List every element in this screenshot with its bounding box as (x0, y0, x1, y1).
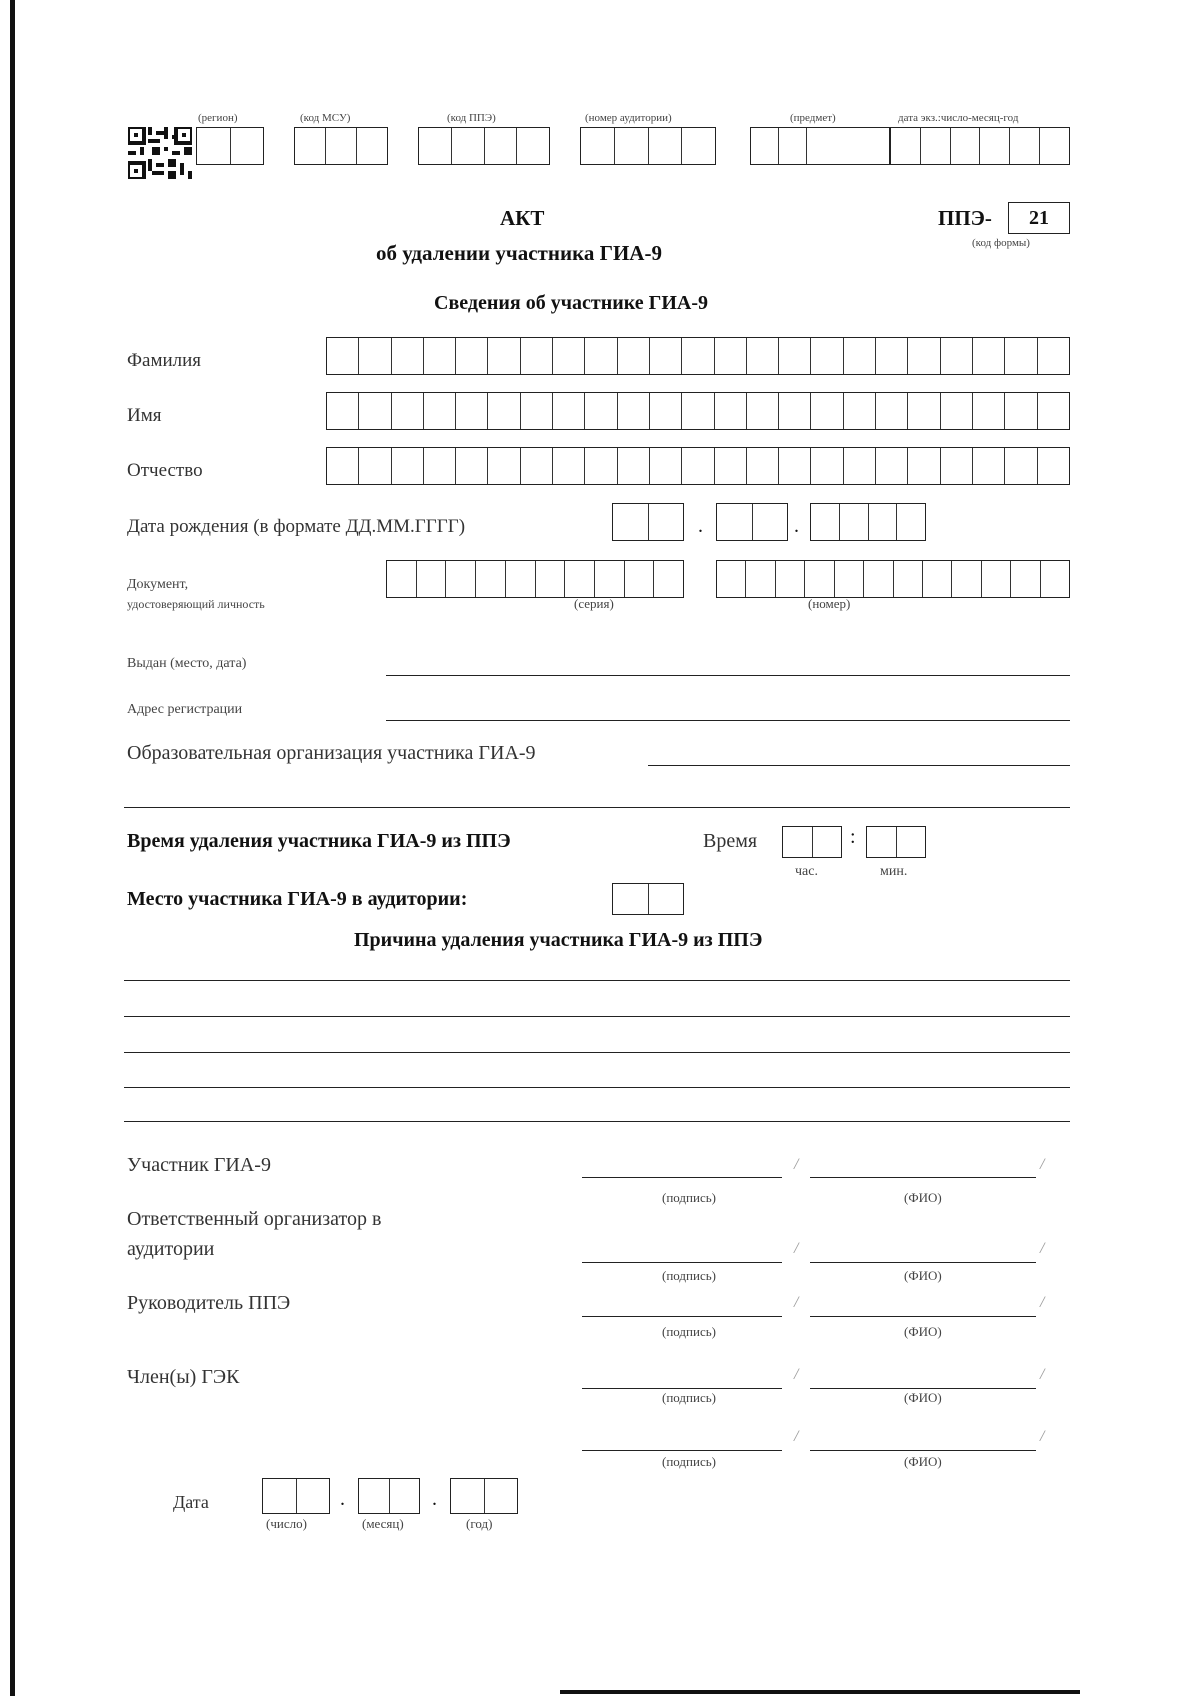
birth-month-input[interactable] (716, 503, 788, 541)
removal-time-label: Время удаления участника ГИА-9 из ППЭ (127, 830, 511, 852)
sign-caption: (подпись) (662, 1268, 716, 1283)
sig-slash: / (794, 1294, 799, 1311)
form-caption: (код формы) (972, 237, 1030, 249)
sig-organizer-label-1: Ответственный организатор в (127, 1208, 382, 1230)
sig-gek-sign-line-2[interactable] (582, 1450, 782, 1451)
document-number-input[interactable] (716, 560, 1070, 598)
sig-gek-fio-line-1[interactable] (810, 1388, 1036, 1389)
sig-slash: / (1040, 1240, 1045, 1257)
reason-line-4[interactable] (124, 1087, 1070, 1088)
address-line[interactable] (386, 720, 1070, 721)
room-caption: (номер аудитории) (585, 112, 672, 124)
participant-heading: Сведения об участнике ГИА-9 (434, 292, 709, 314)
date-month-input[interactable] (358, 1478, 420, 1514)
org-label: Образовательная организация участника ГИА-9 (127, 742, 536, 764)
sig-organizer-fio-line[interactable] (810, 1262, 1036, 1263)
date-day-caption: (число) (266, 1516, 307, 1531)
subject-caption: (предмет) (790, 112, 836, 124)
birth-year-input[interactable] (810, 503, 926, 541)
sig-gek-label: Член(ы) ГЭК (127, 1366, 240, 1388)
sig-slash: / (1040, 1156, 1045, 1173)
birth-dot-1: . (698, 515, 703, 537)
document-number-caption: (номер) (808, 596, 851, 611)
sign-caption: (подпись) (662, 1454, 716, 1469)
seat-input[interactable] (612, 883, 684, 915)
patronymic-label: Отчество (127, 460, 203, 481)
sig-participant-fio-line[interactable] (810, 1177, 1036, 1178)
sig-slash: / (794, 1428, 799, 1445)
date-dot-2: . (432, 1488, 437, 1510)
reason-line-1[interactable] (124, 980, 1070, 981)
region-input[interactable] (196, 127, 264, 165)
reason-line-3[interactable] (124, 1052, 1070, 1053)
fio-caption: (ФИО) (904, 1390, 942, 1405)
sig-participant-label: Участник ГИА-9 (127, 1154, 271, 1176)
fio-caption: (ФИО) (904, 1268, 942, 1283)
surname-label: Фамилия (127, 350, 202, 371)
time-word: Время (703, 830, 758, 852)
sig-head-sign-line[interactable] (582, 1316, 782, 1317)
birth-day-input[interactable] (612, 503, 684, 541)
seat-label: Место участника ГИА-9 в аудитории: (127, 888, 468, 910)
name-input[interactable] (326, 392, 1070, 430)
exam-date-caption: дата экз.:число-месяц-год (898, 112, 1019, 124)
birth-dot-2: . (794, 515, 799, 537)
ppe-caption: (код ППЭ) (447, 112, 496, 124)
reason-heading: Причина удаления участника ГИА-9 из ППЭ (354, 929, 763, 951)
fio-caption: (ФИО) (904, 1190, 942, 1205)
org-line-2[interactable] (124, 807, 1070, 808)
sig-organizer-label-2: аудитории (127, 1238, 215, 1260)
address-label: Адрес регистрации (127, 702, 243, 717)
form-number-box: 21 (1008, 202, 1070, 234)
room-input[interactable] (580, 127, 716, 165)
name-label: Имя (127, 405, 162, 426)
sig-slash: / (1040, 1366, 1045, 1383)
date-day-input[interactable] (262, 1478, 330, 1514)
sign-caption: (подпись) (662, 1324, 716, 1339)
reason-line-5[interactable] (124, 1121, 1070, 1122)
issued-line[interactable] (386, 675, 1070, 676)
msu-input[interactable] (294, 127, 388, 165)
sig-slash: / (1040, 1294, 1045, 1311)
minutes-caption: мин. (880, 864, 908, 879)
subject-input[interactable] (750, 127, 890, 165)
msu-caption: (код МСУ) (300, 112, 351, 124)
date-dot-1: . (340, 1488, 345, 1510)
hours-caption: час. (795, 864, 818, 879)
sig-slash: / (794, 1240, 799, 1257)
fio-caption: (ФИО) (904, 1454, 942, 1469)
document-series-caption: (серия) (574, 596, 614, 611)
exam-date-input[interactable] (890, 127, 1070, 165)
ppe-input[interactable] (418, 127, 550, 165)
document-label-2: удостоверяющий личность (127, 597, 265, 611)
sig-head-fio-line[interactable] (810, 1316, 1036, 1317)
sign-caption: (подпись) (662, 1390, 716, 1405)
time-colon: : (850, 826, 856, 848)
sign-caption: (подпись) (662, 1190, 716, 1205)
patronymic-input[interactable] (326, 447, 1070, 485)
document-label-1: Документ, (127, 577, 189, 592)
date-year-input[interactable] (450, 1478, 518, 1514)
removal-minutes-input[interactable] (866, 826, 926, 858)
sig-organizer-sign-line[interactable] (582, 1262, 782, 1263)
form-prefix: ППЭ- (938, 206, 992, 230)
sig-gek-fio-line-2[interactable] (810, 1450, 1036, 1451)
date-month-caption: (месяц) (362, 1516, 404, 1531)
act-title: АКТ (500, 206, 545, 230)
fio-caption: (ФИО) (904, 1324, 942, 1339)
removal-hours-input[interactable] (782, 826, 842, 858)
qr-code-icon (128, 127, 192, 179)
sig-head-label: Руководитель ППЭ (127, 1292, 291, 1314)
issued-label: Выдан (место, дата) (127, 656, 247, 671)
reason-line-2[interactable] (124, 1016, 1070, 1017)
scan-left-edge (10, 0, 15, 1696)
sig-gek-sign-line-1[interactable] (582, 1388, 782, 1389)
sig-slash: / (794, 1156, 799, 1173)
surname-input[interactable] (326, 337, 1070, 375)
sig-participant-sign-line[interactable] (582, 1177, 782, 1178)
document-series-input[interactable] (386, 560, 684, 598)
date-year-caption: (год) (466, 1516, 493, 1531)
date-label: Дата (173, 1492, 209, 1512)
scan-bottom-edge (560, 1690, 1080, 1694)
org-line[interactable] (648, 765, 1070, 766)
sig-slash: / (1040, 1428, 1045, 1445)
act-subtitle: об удалении участника ГИА-9 (376, 241, 662, 265)
region-caption: (регион) (198, 112, 238, 124)
birthdate-label: Дата рождения (в формате ДД.ММ.ГГГГ) (127, 516, 466, 537)
sig-slash: / (794, 1366, 799, 1383)
